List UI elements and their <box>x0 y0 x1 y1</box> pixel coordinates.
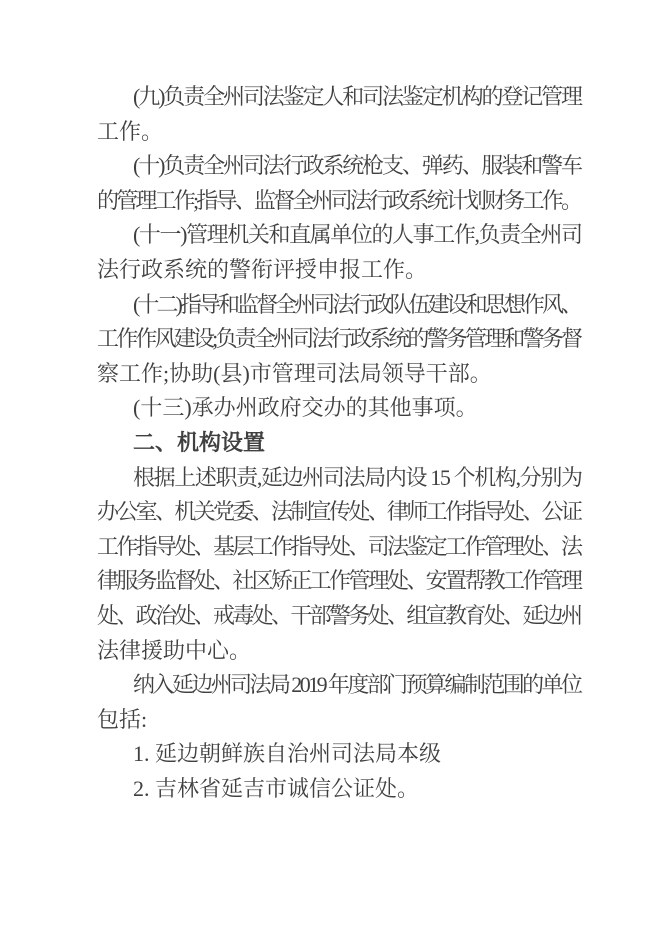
text-line: 察工作;协助(县)市管理司法局领导干部。 <box>97 360 492 386</box>
text-line: 1. 延边朝鲜族自治州司法局本级 <box>133 741 442 767</box>
text-line: 2. 吉林省延吉市诚信公证处。 <box>133 775 420 801</box>
document-text <box>97 80 583 806</box>
text-line: 律服务监督处、社区矫正工作管理处、安置帮教工作管理 <box>97 568 581 594</box>
text-line: 法律援助中心。 <box>97 637 252 663</box>
text-line: 包括: <box>97 706 148 732</box>
text-line: (十二)指导和监督全州司法行政队伍建设和思想作风、 <box>133 291 581 317</box>
text-line: 工作作风建设;负责全州司法行政系统的警务管理和警务督 <box>97 326 581 352</box>
text-line: 办公室、机关党委、法制宣传处、律师工作指导处、公证 <box>97 499 581 525</box>
text-line: (十一)管理机关和直属单位的人事工作,负责全州司 <box>133 222 582 248</box>
text-line: (十)负责全州司法行政系统枪支、弹药、服装和警车 <box>133 153 581 179</box>
text-line: 纳入延边州司法局 2019 年度部门预算编制范围的单位 <box>133 672 581 698</box>
text-line: 处、政治处、戒毒处、干部警务处、组宣教育处、延边州 <box>97 602 581 628</box>
text-line: 根据上述职责,延边州司法局内设 15 个机构,分别为 <box>133 464 582 490</box>
text-line: 工作指导处、基层工作指导处、司法鉴定工作管理处、法 <box>97 533 581 559</box>
text-line: (九)负责全州司法鉴定人和司法鉴定机构的登记管理 <box>133 84 581 109</box>
text-line: 法行政系统的警衔评授申报工作。 <box>97 256 428 282</box>
text-line: 的管理工作;指导、监督全州司法行政系统计划财务工作。 <box>97 187 581 213</box>
text-line: 二、机构设置 <box>133 429 266 455</box>
text-line: 工作。 <box>97 118 164 144</box>
text-line: (十三)承办州政府交办的其他事项。 <box>133 395 478 421</box>
